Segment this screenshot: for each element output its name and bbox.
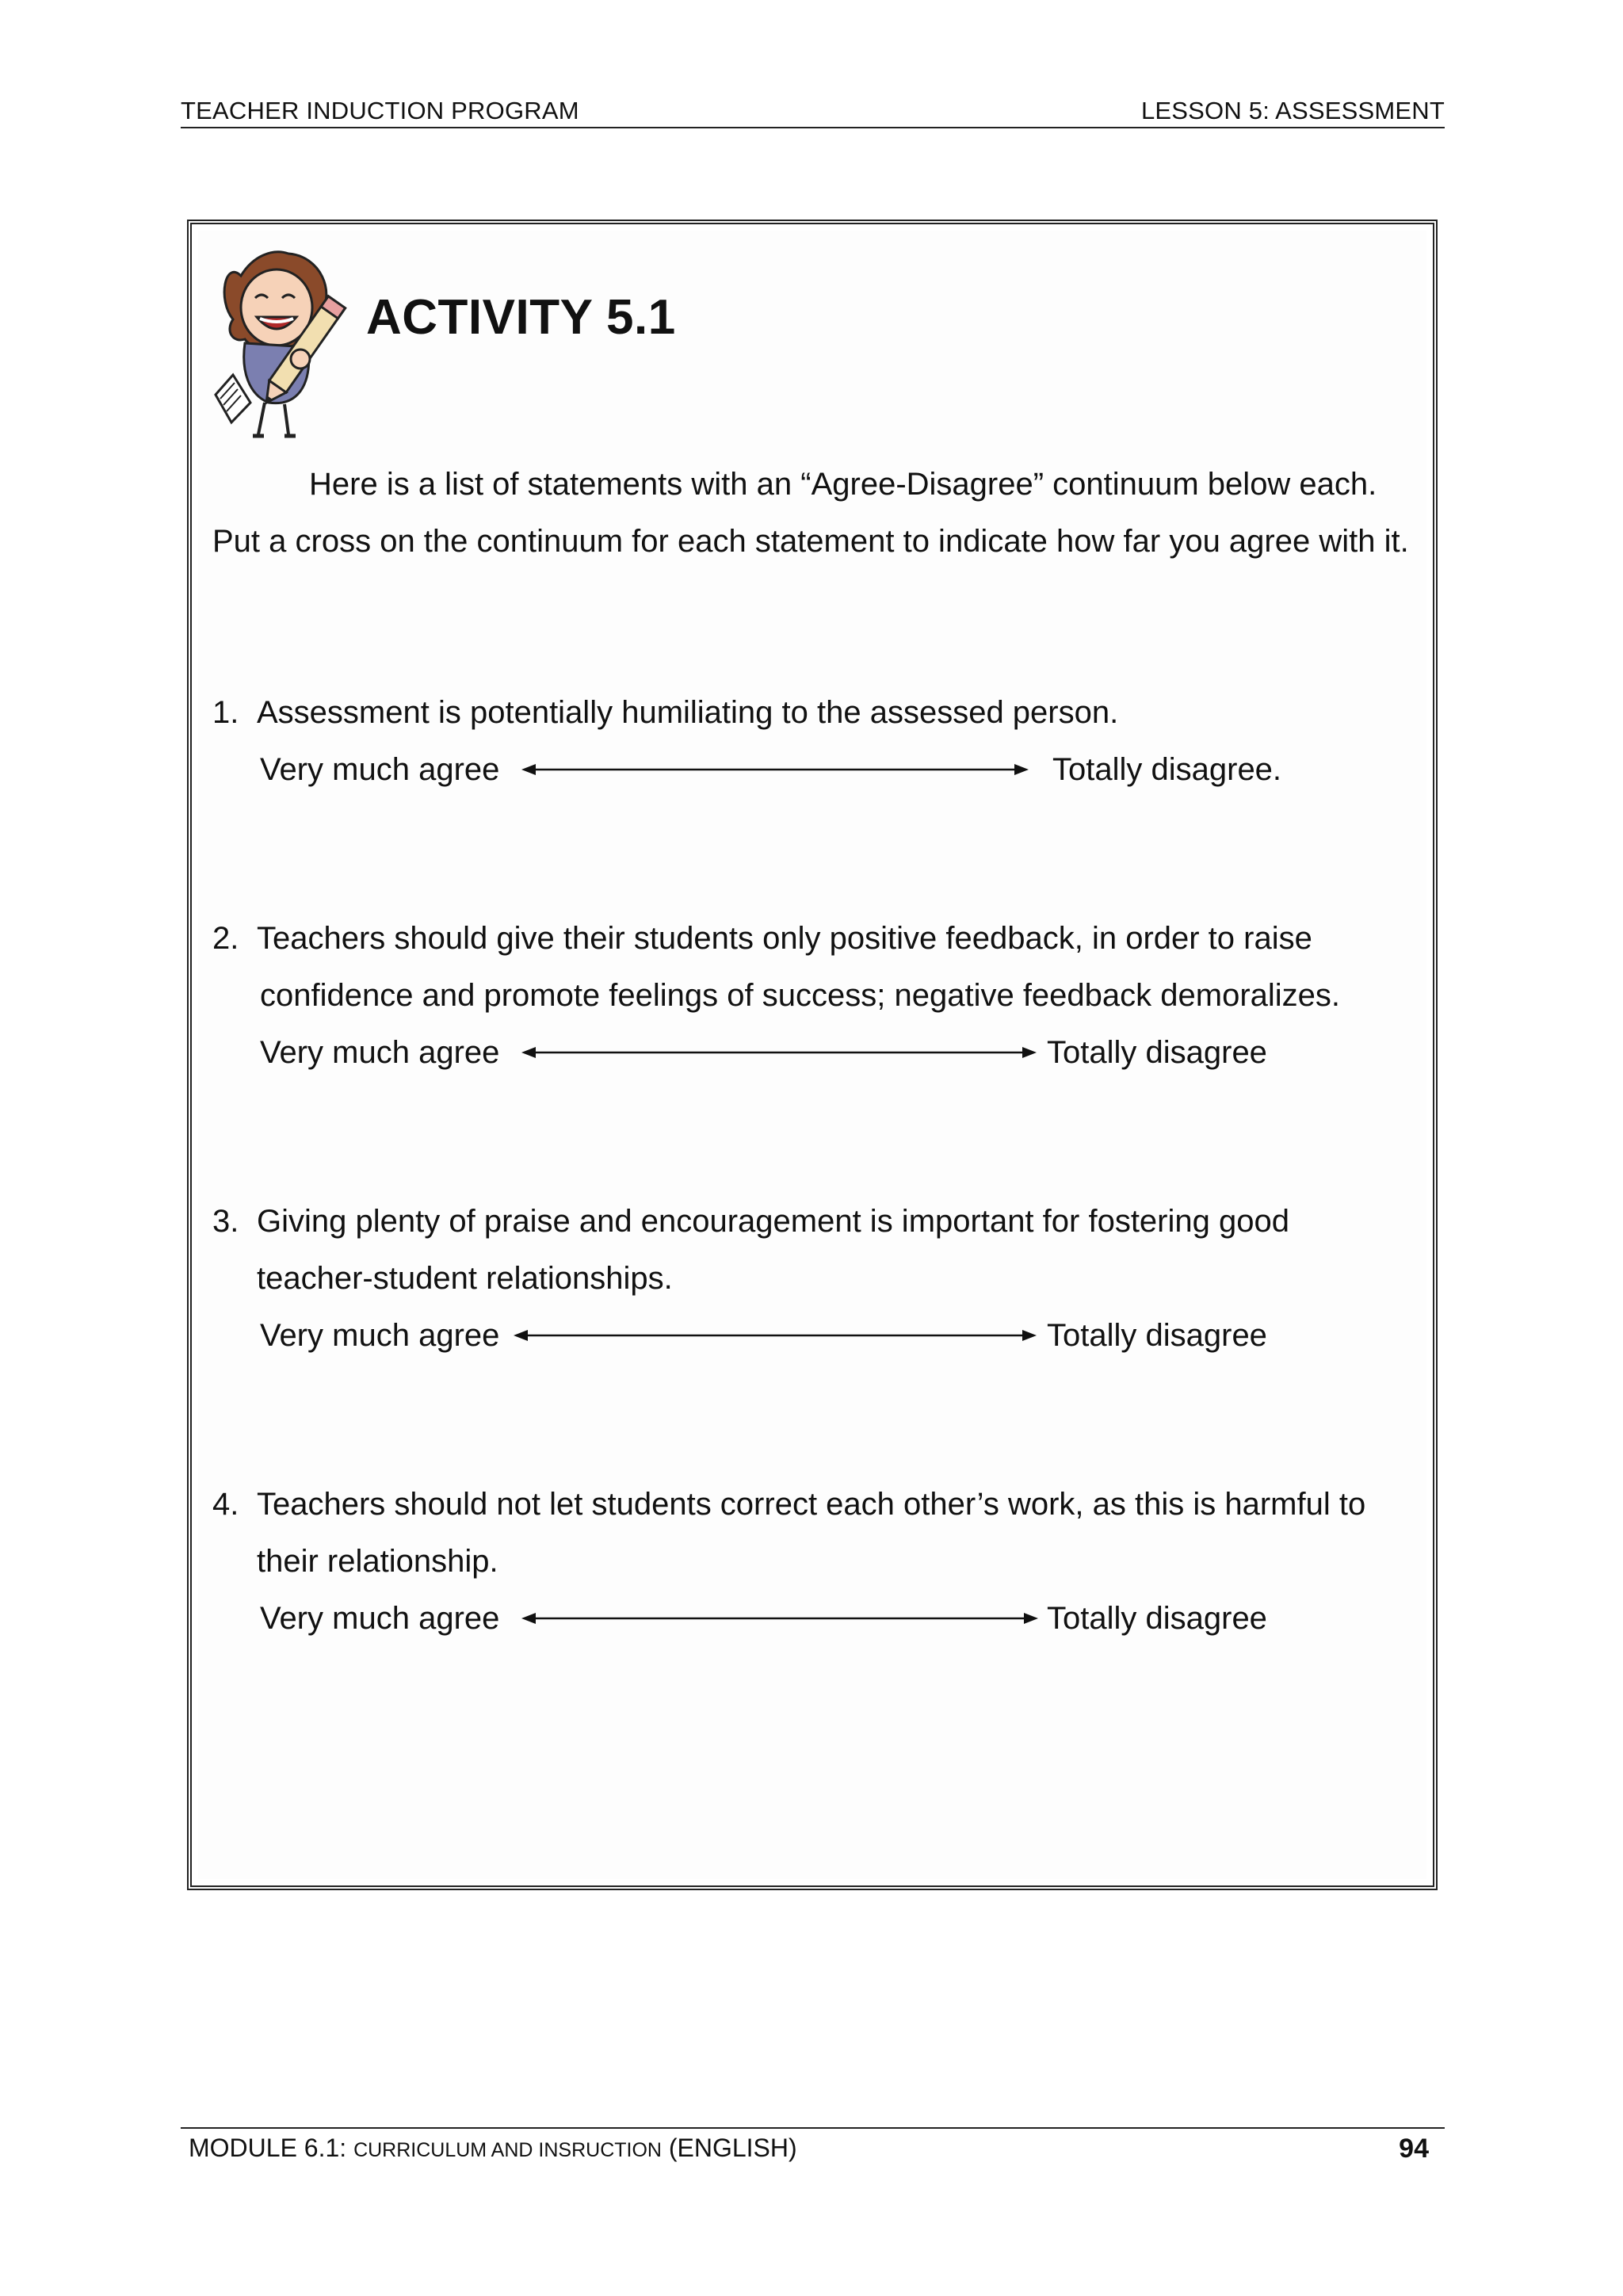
footer-module-subtitle: CURRICULUM AND INSRUCTION <box>353 2139 662 2161</box>
statement-2 <box>212 910 1433 1024</box>
header-program-title: TEACHER INDUCTION PROGRAM <box>181 97 579 124</box>
statement-text-continued: their relationship. <box>257 1544 498 1579</box>
statement-number: 3. <box>212 1204 239 1239</box>
statement-4 <box>212 1476 1433 1590</box>
continuum-arrow[interactable] <box>521 1610 1038 1626</box>
scale-right-label: Totally disagree <box>1047 1035 1267 1070</box>
statement-number: 1. <box>212 695 239 730</box>
statement-text: Teachers should give their students only positive feedback, in order to raise <box>257 921 1312 956</box>
activity-instructions: Here is a list of statements with an “Agree-Disagree” continuum below each. Put a cross on the continuum for each statement to indicate how far you agree with it. <box>212 467 1409 559</box>
statement-text: Assessment is potentially humiliating to the assessed person. <box>257 695 1119 730</box>
continuum-arrow[interactable] <box>521 1045 1037 1060</box>
footer-module <box>189 2134 797 2163</box>
header-divider <box>181 127 1445 128</box>
statement-3 <box>212 1193 1433 1307</box>
scale-left-label: Very much agree <box>260 1318 500 1353</box>
scale-left-label: Very much agree <box>260 752 500 787</box>
statement-1 <box>212 684 1433 741</box>
header-lesson-title: LESSON 5: ASSESSMENT <box>1140 97 1445 124</box>
teacher-with-pencil-icon <box>209 244 360 442</box>
scale-left-label: Very much agree <box>260 1601 500 1636</box>
statement-text: Teachers should not let students correct each other’s work, as this is harmful to <box>257 1487 1366 1522</box>
footer-module-subject: (ENGLISH) <box>661 2134 797 2162</box>
scale-left-label: Very much agree <box>260 1035 500 1070</box>
statement-text: Giving plenty of praise and encouragement is important for fostering good <box>257 1204 1289 1239</box>
statement-number: 2. <box>212 921 239 956</box>
continuum-arrow[interactable] <box>514 1328 1037 1343</box>
scale-right-label: Totally disagree <box>1047 1601 1267 1636</box>
statement-text-continued: confidence and promote feelings of success; negative feedback demoralizes. <box>260 978 1341 1013</box>
scale-right-label: Totally disagree. <box>1052 752 1282 787</box>
activity-title: ACTIVITY 5.1 <box>366 290 676 345</box>
continuum-arrow[interactable] <box>521 762 1029 777</box>
statement-number: 4. <box>212 1487 239 1522</box>
footer-divider <box>181 2127 1445 2129</box>
scale-right-label: Totally disagree <box>1047 1318 1267 1353</box>
page-number: 94 <box>1399 2134 1429 2164</box>
statement-text-continued: teacher-student relationships. <box>257 1261 673 1296</box>
footer-module-label: MODULE 6.1: <box>189 2134 354 2162</box>
